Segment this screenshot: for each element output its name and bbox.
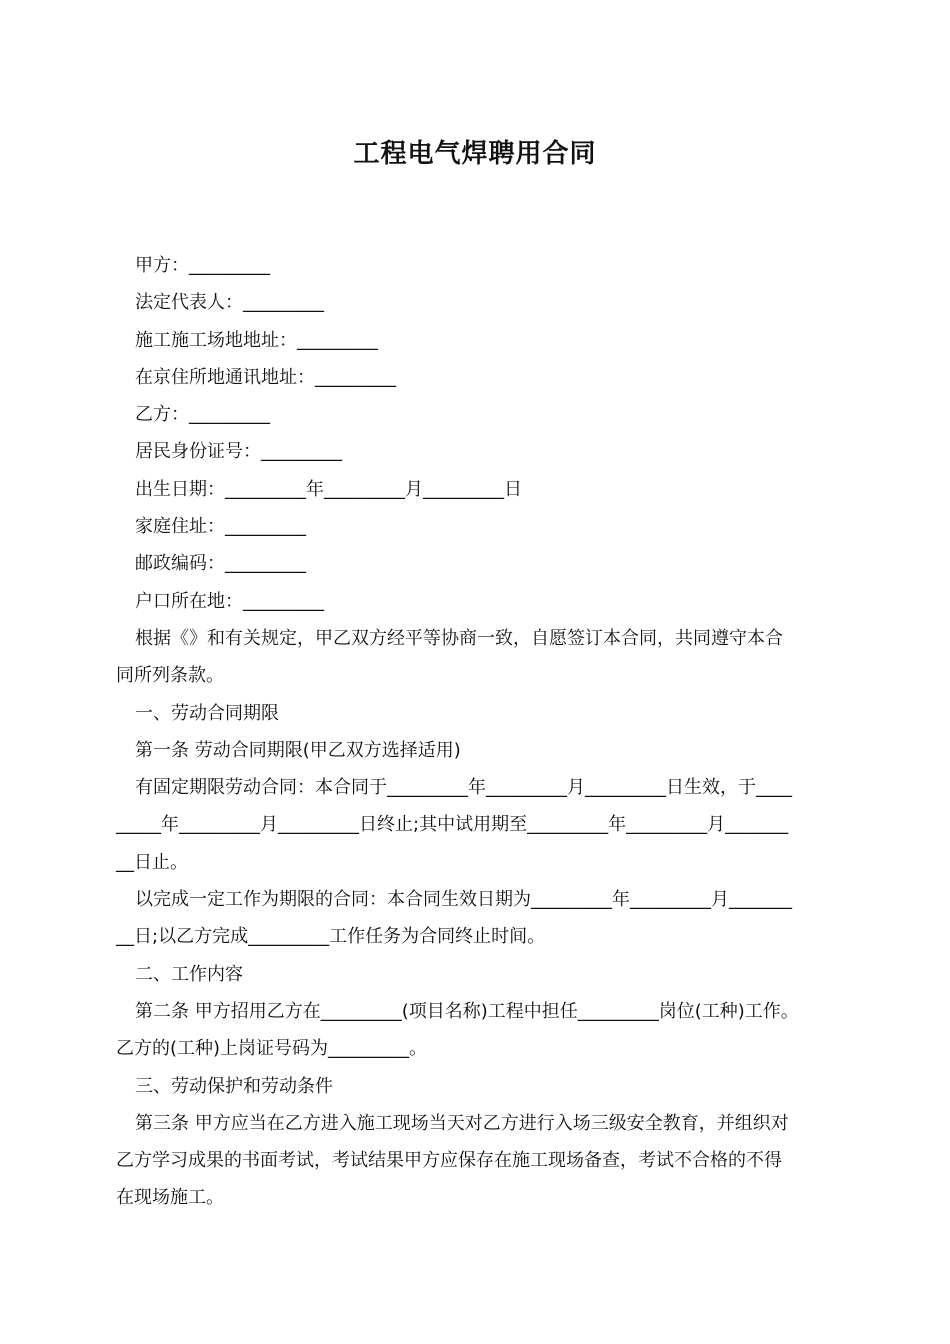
article-2-line: 第二条 甲方招用乙方在_________(项目名称)工程中担任_________岗位(工种)工作。 — [135, 1000, 799, 1022]
intro-line: 同所列条款。 — [116, 665, 224, 687]
fixed-term-line: _____年_________月_________日终止;其中试用期至_________年_________月_______ — [116, 814, 789, 836]
section-heading-contract-term: 一、劳动合同期限 — [135, 702, 279, 724]
task-term-line: 以完成一定工作为期限的合同：本合同生效日期为_________年_________月_______ — [135, 889, 792, 911]
postal-code-field: 邮政编码：_________ — [135, 553, 306, 575]
party-a-field: 甲方：_________ — [135, 255, 270, 276]
beijing-address-field: 在京住所地通讯地址：_________ — [135, 366, 396, 388]
fixed-term-line: __日止。 — [116, 851, 188, 873]
intro-line: 根据《》和有关规定，甲乙双方经平等协商一致，自愿签订本合同，共同遵守本合 — [135, 627, 783, 649]
task-term-paragraph — [116, 881, 836, 956]
home-address-field: 家庭住址：_________ — [135, 516, 306, 538]
article-1-heading: 第一条 劳动合同期限(甲乙双方选择适用) — [135, 739, 461, 761]
birth-date-field: 出生日期：_________年_________月_________日 — [135, 478, 522, 500]
article-2-line: 乙方的(工种)上岗证号码为_________。 — [116, 1038, 428, 1060]
construction-site-address-field: 施工施工场地地址：_________ — [135, 329, 378, 351]
document-title: 工程电气焊聘用合同 — [353, 139, 597, 169]
document-body — [116, 247, 836, 1217]
id-number-field: 居民身份证号：_________ — [135, 441, 342, 463]
fixed-term-line: 有固定期限劳动合同：本合同于_________年_________月_________日生效，于____ — [135, 777, 792, 799]
household-registration-field: 户口所在地：_________ — [135, 590, 324, 612]
party-b-field: 乙方：_________ — [135, 404, 270, 426]
legal-representative-field: 法定代表人：_________ — [135, 292, 324, 314]
article-3-line: 在现场施工。 — [116, 1187, 224, 1209]
task-term-line: __日;以乙方完成_________工作任务为合同终止时间。 — [116, 926, 546, 948]
article-3-line: 乙方学习成果的书面考试，考试结果甲方应保存在施工现场备查，考试不合格的不得 — [116, 1150, 782, 1172]
article-2-paragraph — [116, 993, 836, 1068]
fixed-term-paragraph — [116, 769, 836, 881]
section-heading-work-content: 二、工作内容 — [135, 963, 243, 985]
intro-paragraph — [116, 620, 836, 695]
article-3-paragraph — [116, 1105, 836, 1217]
article-3-line: 第三条 甲方应当在乙方进入施工现场当天对乙方进行入场三级安全教育，并组织对 — [135, 1112, 789, 1134]
section-heading-labor-protection: 三、劳动保护和劳动条件 — [135, 1075, 333, 1097]
